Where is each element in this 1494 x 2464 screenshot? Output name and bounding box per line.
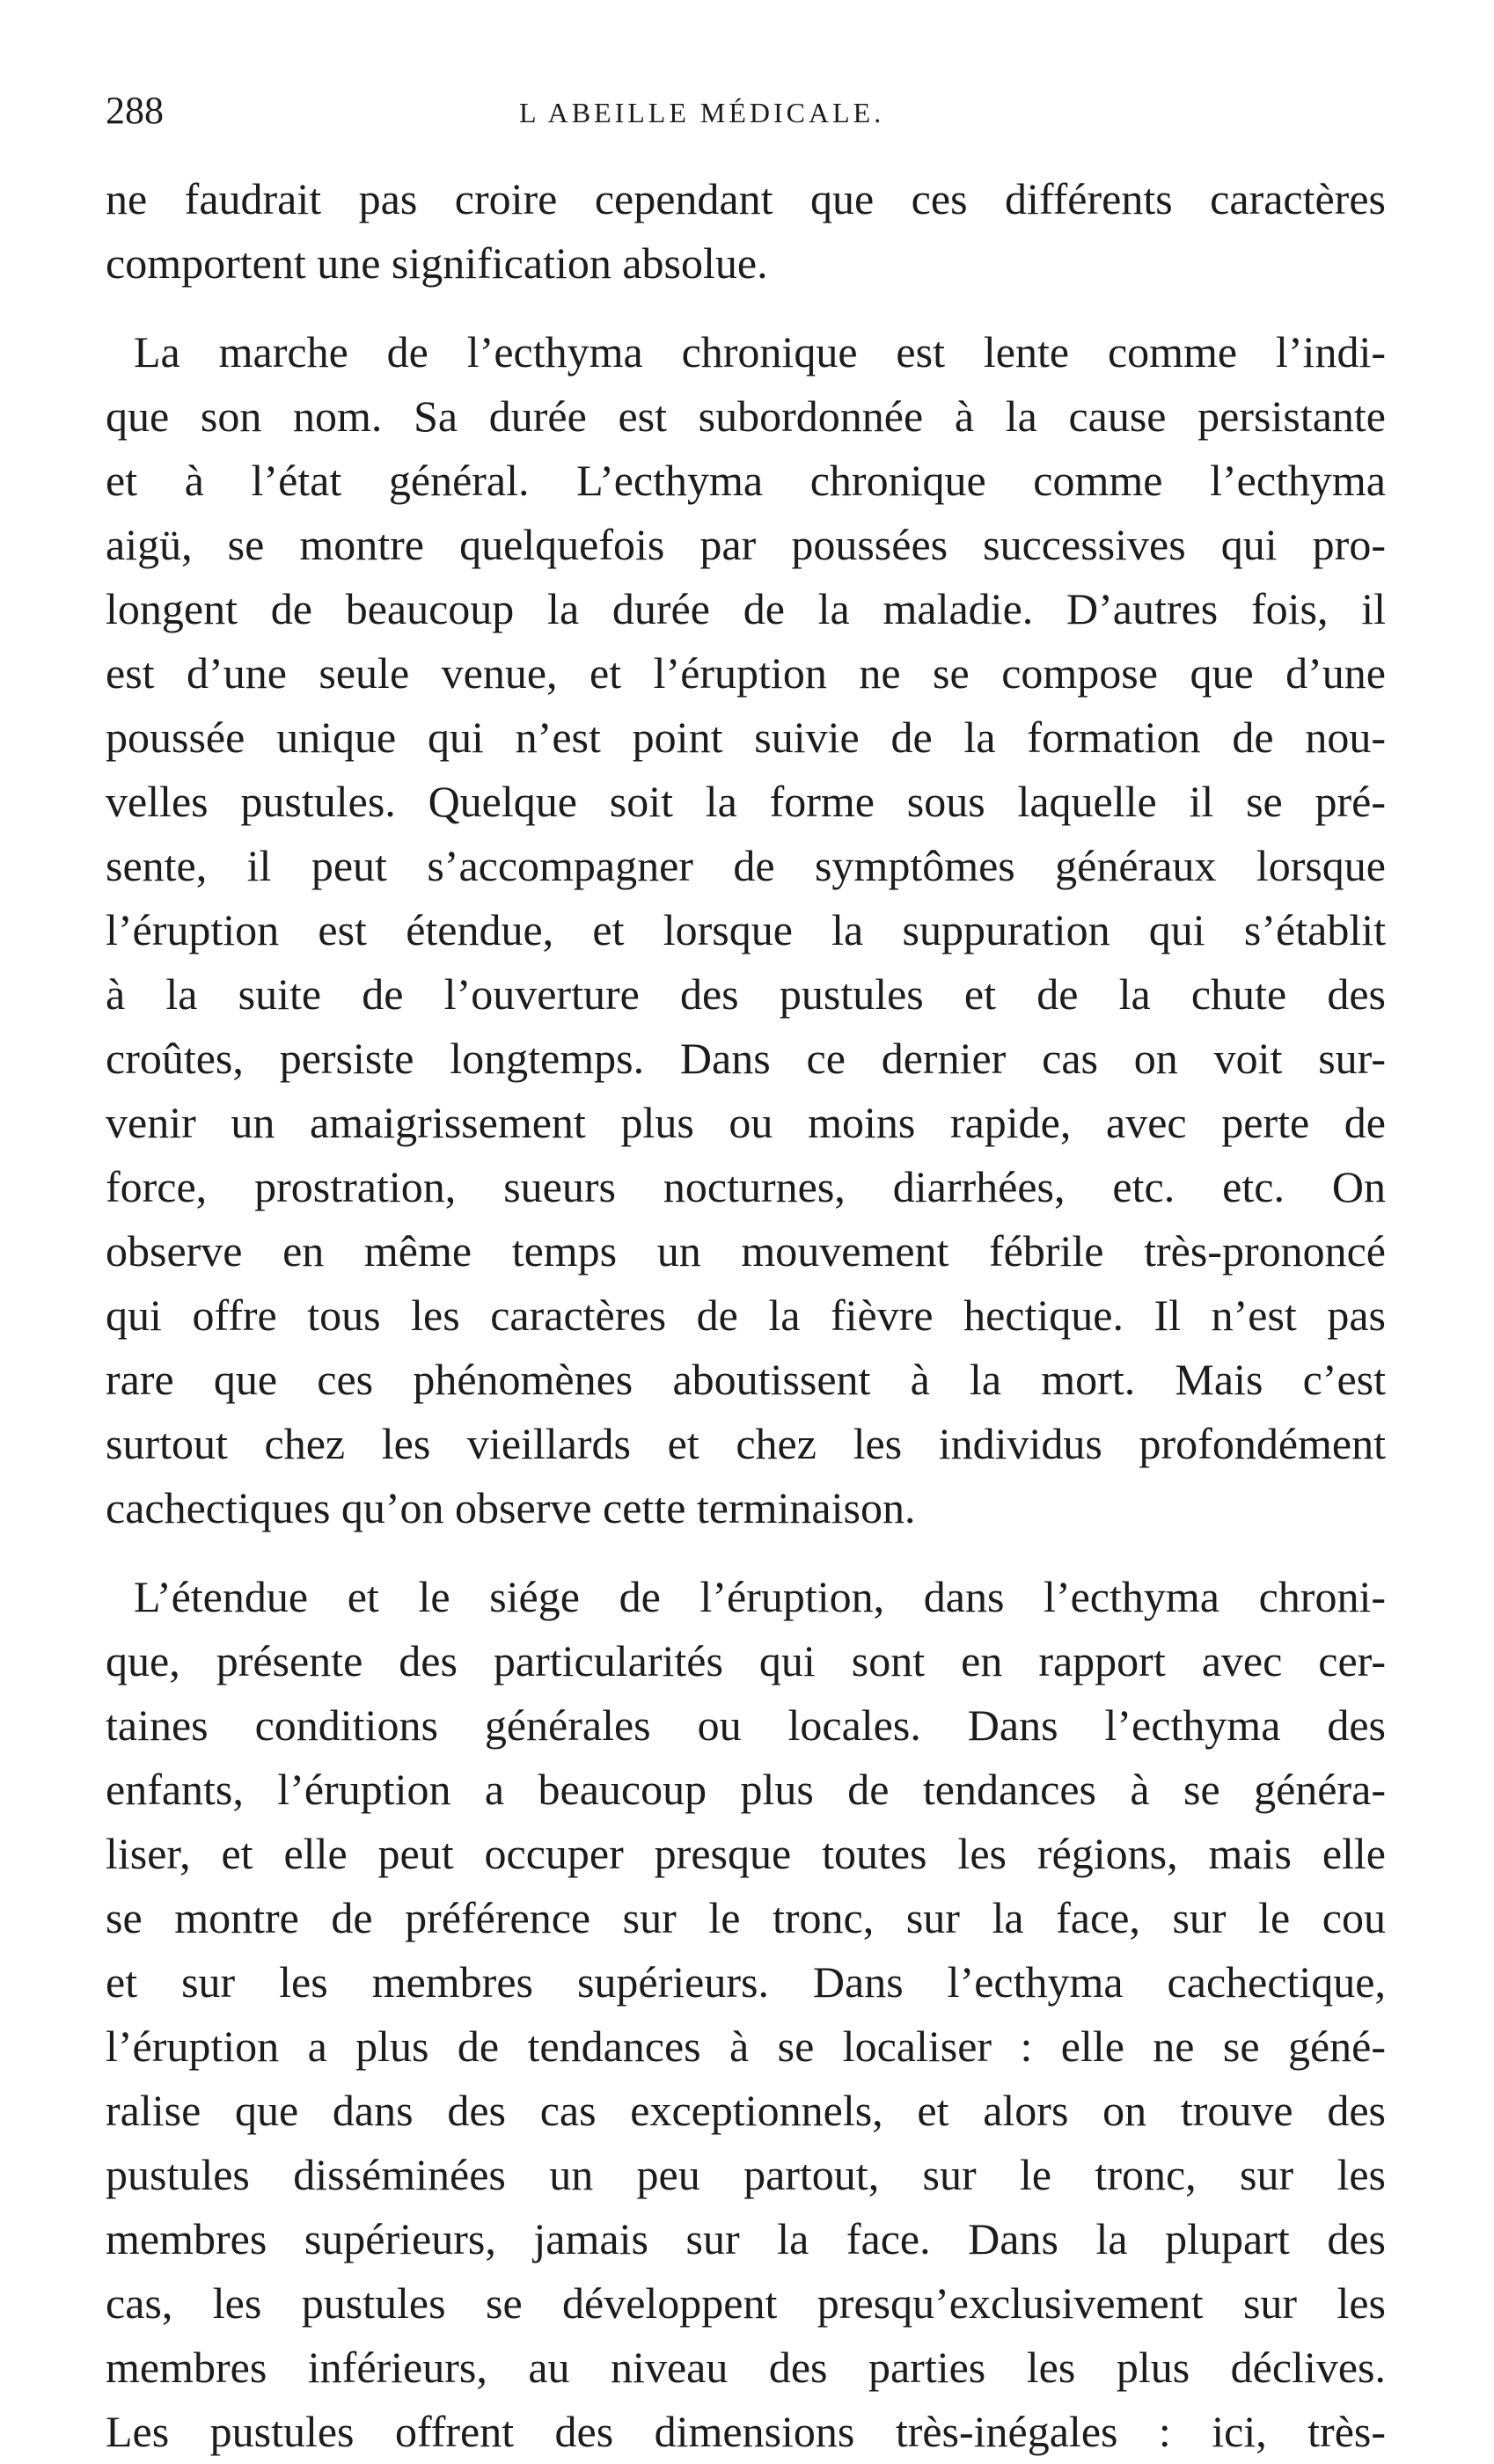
paragraph: [106, 1565, 1386, 2464]
running-title: L ABEILLE MÉDICALE.: [519, 97, 885, 128]
text-line: taines conditions générales ou locales. Dans l’ecthyma des: [106, 1700, 1386, 1750]
text-line: La marche de l’ecthyma chronique est lente comme l’indi-: [134, 327, 1386, 377]
text-line: venir un amaigrissement plus ou moins rapide, avec perte de: [106, 1098, 1386, 1147]
text-line: cachectiques qu’on observe cette terminaison.: [106, 1483, 916, 1532]
text-line: membres inférieurs, au niveau des parties les plus déclives.: [106, 2343, 1386, 2392]
text-line: rare que ces phénomènes aboutissent à la mort. Mais c’est: [106, 1355, 1386, 1404]
text-line: l’éruption est étendue, et lorsque la suppuration qui s’établit: [106, 905, 1386, 954]
text-line: que, présente des particularités qui sont en rapport avec cer-: [106, 1636, 1386, 1685]
text-line: que son nom. Sa durée est subordonnée à la cause persistante: [106, 391, 1386, 441]
body-text: [106, 167, 1386, 2464]
text-line: poussée unique qui n’est point suivie de la formation de nou-: [106, 713, 1386, 762]
paragraph: [106, 320, 1386, 1540]
text-line: cas, les pustules se développent presqu’exclusivement sur les: [106, 2278, 1386, 2328]
text-line: force, prostration, sueurs nocturnes, diarrhées, etc. etc. On: [106, 1162, 1386, 1211]
text-line: aigü, se montre quelquefois par poussées successives qui pro-: [106, 520, 1386, 569]
text-line: est d’une seule venue, et l’éruption ne se compose que d’une: [106, 648, 1386, 698]
page-number: 288: [106, 89, 164, 132]
text-line: et sur les membres supérieurs. Dans l’ecthyma cachectique,: [106, 1957, 1386, 2007]
text-line: ralise que dans des cas exceptionnels, et alors on trouve des: [106, 2086, 1386, 2135]
text-line: membres supérieurs, jamais sur la face. Dans la plupart des: [106, 2214, 1386, 2263]
text-line: croûtes, persiste longtemps. Dans ce dernier cas on voit sur-: [106, 1034, 1386, 1083]
paragraph: [106, 167, 1386, 296]
text-line: longent de beaucoup la durée de la maladie. D’autres fois, il: [106, 584, 1386, 633]
text-line: Les pustules offrent des dimensions très-inégales : ici, très-: [106, 2407, 1386, 2456]
text-line: qui offre tous les caractères de la fièvre hectique. Il n’est pas: [106, 1290, 1386, 1340]
text-line: surtout chez les vieillards et chez les individus profondément: [106, 1419, 1386, 1468]
text-line: pustules disséminées un peu partout, sur le tronc, sur les: [106, 2150, 1386, 2199]
text-line: observe en même temps un mouvement fébrile très-prononcé: [106, 1226, 1386, 1276]
text-line: l’éruption a plus de tendances à se localiser : elle ne se géné-: [106, 2022, 1386, 2071]
text-line: enfants, l’éruption a beaucoup plus de tendances à se généra-: [106, 1765, 1386, 1814]
text-line: velles pustules. Quelque soit la forme sous laquelle il se pré-: [106, 777, 1386, 826]
text-line: et à l’état général. L’ecthyma chronique comme l’ecthyma: [106, 456, 1386, 505]
text-line: comportent une signification absolue.: [106, 238, 768, 288]
text-line: sente, il peut s’accompagner de symptômes généraux lorsque: [106, 841, 1386, 890]
text-line: à la suite de l’ouverture des pustules et de la chute des: [106, 969, 1386, 1019]
text-line: L’étendue et le siége de l’éruption, dans l’ecthyma chroni-: [134, 1572, 1386, 1621]
running-head: [106, 84, 1399, 137]
text-line: se montre de préférence sur le tronc, sur la face, sur le cou: [106, 1893, 1386, 1942]
text-line: liser, et elle peut occuper presque toutes les régions, mais elle: [106, 1829, 1386, 1878]
text-line: ne faudrait pas croire cependant que ces différents caractères: [106, 174, 1386, 223]
